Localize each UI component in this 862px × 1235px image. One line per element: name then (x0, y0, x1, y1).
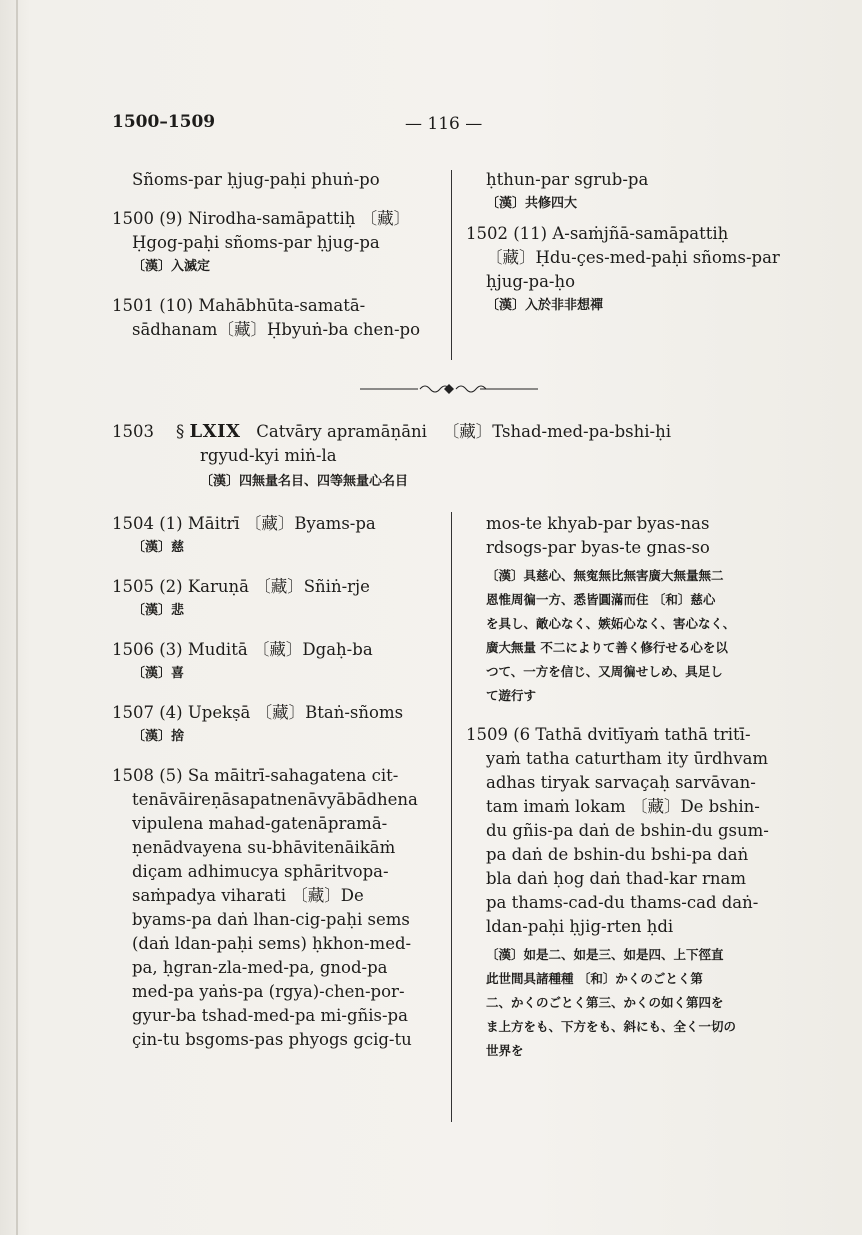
bottom-right-column (466, 512, 811, 1078)
entry-1509-line: bla daṅ ḥog daṅ thad-kar rnam (486, 869, 747, 888)
entry-1508-line: (daṅ ldan-paḥi sems) ḥkhon-med- (132, 934, 412, 953)
entry-1502-line2: 〔藏〕Ḥdu-çes-med-paḥi sñoms-par (486, 248, 780, 267)
entry-1509-line: tam imaṁ lokam 〔藏〕De bshin- (486, 797, 760, 816)
entry-1500-line2: Ḥgog-paḥi sñoms-par ḥjug-pa (132, 233, 380, 252)
entry-1506-line: 1506 (3) Muditā 〔藏〕Dgaḥ-ba (112, 640, 373, 659)
gloss-line: 恩惟周徧一方、悉皆圓滿而住 〔和〕慈心 (486, 592, 716, 607)
page-number: — 116 — (405, 114, 483, 134)
entry-1508-line: med-pa yaṅs-pa (rgya)-chen-por- (132, 982, 405, 1001)
entry-1509 (466, 723, 811, 939)
entry-1508-line: çin-tu bsgoms-pas phyogs gcig-tu (132, 1030, 412, 1049)
entry-1501-chinese: 〔漢〕共修四大 (486, 196, 578, 211)
entry-1505-line: 1505 (2) Karuṇā 〔藏〕Sñiṅ-rje (112, 577, 370, 596)
page-header (0, 112, 862, 142)
ornament-divider-icon (360, 382, 538, 396)
gloss-line: 〔漢〕具慈心、無寃無比無害廣大無量無二 (486, 568, 724, 583)
gloss-line: 二、かくのごとく第三、かくの如く第四を (486, 995, 724, 1010)
entry-1509-line: ldan-paḥi ḥjig-rten ḥdi (486, 917, 674, 936)
top-left-column (112, 168, 447, 357)
entry-1502-line1: 1502 (11) A-saṁjñā-samāpattiḥ (466, 224, 729, 243)
entry-1504 (112, 512, 447, 560)
entry-1508-cont1: mos-te khyab-par byas-nas (486, 514, 710, 533)
page-edge-shadow (16, 0, 18, 1235)
entry-1509-line: pa daṅ de bshin-du bshi-pa daṅ (486, 845, 749, 864)
gloss-line: つて、一方を信じ、又周徧せしめ、具足し (486, 664, 723, 679)
gloss-line: 〔漢〕如是二、如是三、如是四、上下徑直 (486, 947, 724, 962)
entry-1509-line: 1509 (6 Tathā dvitīyaṁ tathā tritī- (466, 725, 751, 744)
entry-1509-line: du gñis-pa daṅ de bshin-du gsum- (486, 821, 769, 840)
entry-1502 (466, 222, 806, 318)
gloss-line: ま上方をも、下方をも、斜にも、全く一切の (486, 1019, 737, 1034)
entry-1501-line2: sādhanam〔藏〕Ḥbyuṅ-ba chen-po (132, 320, 421, 339)
section-entry-number: 1503 (112, 422, 154, 441)
intro-line: Sñoms-par ḥjug-paḥi phuṅ-po (132, 170, 380, 189)
entry-1508-line: pa, ḥgran-zla-med-pa, gnod-pa (132, 958, 388, 977)
entry-1506-chinese: 〔漢〕喜 (132, 666, 185, 681)
entry-1502-chinese: 〔漢〕入於非非想禪 (486, 298, 604, 313)
entry-1500-chinese: 〔漢〕入滅定 (132, 259, 211, 274)
entry-1504-chinese: 〔漢〕慈 (132, 540, 185, 555)
bottom-left-column (112, 512, 447, 1067)
entry-1508-line: vipulena mahad-gatenāpramā- (132, 814, 388, 833)
gloss-line: を具し、敵心なく、嫉妬心なく、害心なく、 (486, 616, 736, 631)
gloss-line: て遊行す (486, 688, 537, 703)
entry-1505 (112, 575, 447, 623)
section-title: Catvāry apramāṇāni (256, 422, 427, 441)
top-right-column (466, 168, 806, 333)
entry-1505-chinese: 〔漢〕悲 (132, 603, 185, 618)
entry-1504-line: 1504 (1) Māitrī 〔藏〕Byams-pa (112, 514, 376, 533)
entry-1507-line: 1507 (4) Upekṣā 〔藏〕Btaṅ-sñoms (112, 703, 404, 722)
entry-range: 1500–1509 (112, 112, 216, 132)
entry-1509-chinese-japanese (466, 943, 811, 1063)
entry-1506 (112, 638, 447, 686)
section-symbol: § (176, 422, 185, 441)
entry-1501 (112, 294, 447, 342)
entry-1508-cont2: rdsogs-par byas-te gnas-so (486, 538, 710, 557)
gloss-line: 此世間具諸種種 〔和〕かくのごとく第 (486, 971, 703, 986)
entry-1509-line: pa thams-cad-du thams-cad daṅ- (486, 893, 759, 912)
entry-1508-line: 1508 (5) Sa māitrī-sahagatena cit- (112, 766, 399, 785)
entry-1500-line1: 1500 (9) Nirodha-samāpattiḥ 〔藏〕 (112, 209, 411, 228)
entry-1501-cont: ḥthun-par sgrub-pa (486, 170, 649, 189)
entry-1508-line: ṇenādvayena su-bhāvitenāikāṁ (132, 838, 396, 857)
entry-1508-line: tenāvāireṇāsapatnenāvyābādhena (132, 790, 418, 809)
entry-1500 (112, 207, 447, 279)
gloss-line: 世界を (486, 1043, 524, 1058)
column-divider-bottom (451, 512, 452, 1122)
gloss-line: 廣大無量 不二によりて善く修行せる心を以 (486, 640, 728, 655)
entry-1508-line: byams-pa daṅ lhan-cig-paḥi sems (132, 910, 410, 929)
column-divider-top (451, 170, 452, 360)
entry-1509-line: yaṁ tatha caturtham ity ūrdhvam (486, 749, 769, 768)
entry-1507-chinese: 〔漢〕捨 (132, 729, 185, 744)
entry-1508-chinese-japanese (466, 564, 811, 708)
section-line2: rgyud-kyi miṅ-la (200, 446, 337, 465)
entry-1508-line: diçam adhimucya sphāritvopa- (132, 862, 389, 881)
section-chinese: 〔漢〕四無量名目、四等無量心名目 (200, 474, 409, 489)
entry-1508 (112, 764, 447, 1052)
entry-1508-line: gyur-ba tshad-med-pa mi-gñis-pa (132, 1006, 408, 1025)
entry-1509-line: adhas tiryak sarvaçaḥ sarvāvan- (486, 773, 756, 792)
entry-1508-line: saṁpadya viharati 〔藏〕De (132, 886, 364, 905)
entry-1501-line1: 1501 (10) Mahābhūta-samatā- (112, 296, 366, 315)
entry-1502-line3: ḥjug-pa-ḥo (486, 272, 576, 291)
section-tibetan: 〔藏〕Tshad-med-pa-bshi-ḥi (442, 422, 672, 441)
entry-1507 (112, 701, 447, 749)
section-heading (112, 420, 671, 494)
section-roman: LXIX (189, 421, 241, 442)
